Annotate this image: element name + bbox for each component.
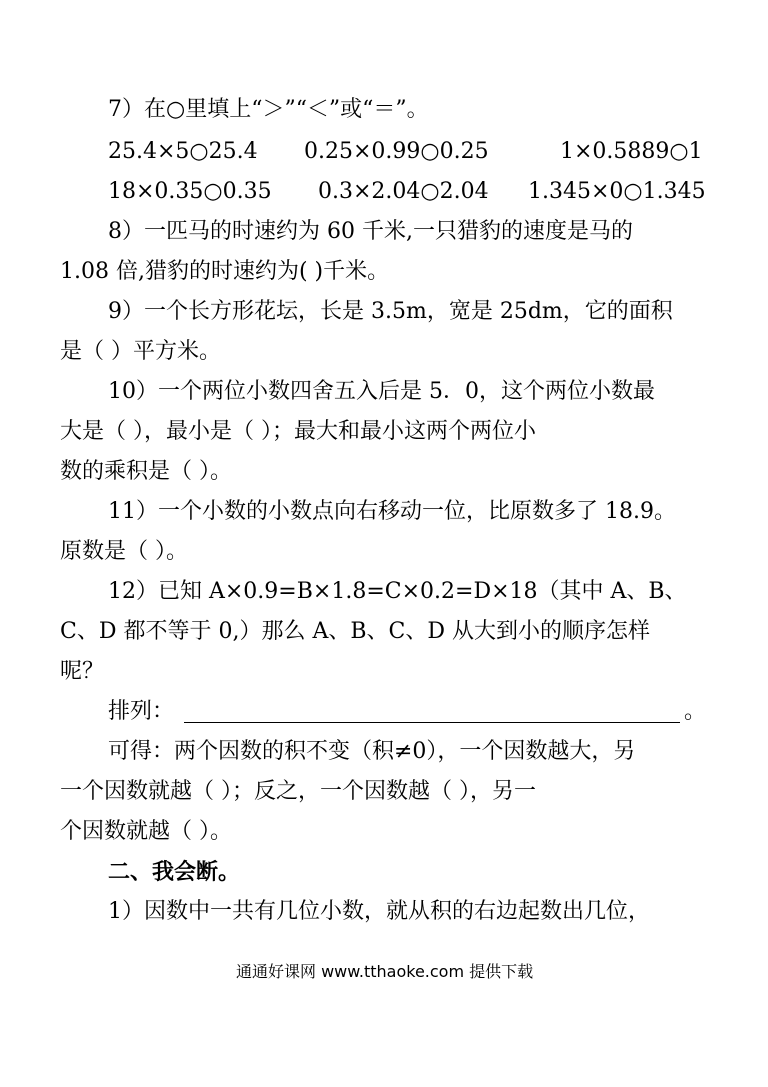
q10-line2: 大是（ ），最小是（ ）；最大和最小这两个两位小	[60, 419, 536, 444]
q10-line1: 10）一个两位小数四舍五入后是 5．0，这个两位小数最	[108, 379, 655, 404]
q12-conclusion-line2: 一个因数就越（ ）；反之，一个因数越（ ），另一	[60, 779, 536, 804]
q12-line2: C、D 都不等于 0,）那么 A、B、C、D 从大到小的顺序怎样	[60, 619, 650, 644]
q11-line1: 11）一个小数的小数点向右移动一位，比原数多了 18.9。	[108, 499, 676, 524]
q12-arrange-end: 。	[684, 699, 707, 724]
q9-line1: 9）一个长方形花坛，长是 3.5m，宽是 25dm，它的面积	[108, 299, 673, 324]
q9-line2: 是（ ）平方米。	[60, 339, 221, 364]
q7-r2-c3: 1.345×0○1.345	[528, 179, 706, 204]
q7-r2-c2: 0.3×2.04○2.04	[318, 179, 489, 204]
q12-arrange-answer-line[interactable]	[184, 698, 680, 723]
q7-r1-c3: 1×0.5889○1	[560, 139, 703, 164]
q8-line2: 1.08 倍,猎豹的时速约为( )千米。	[60, 259, 390, 284]
q7-r1-c2: 0.25×0.99○0.25	[304, 139, 489, 164]
q8-line1: 8）一匹马的时速约为 60 千米,一只猎豹的速度是马的	[108, 219, 633, 244]
q7-r2-c1: 18×0.35○0.35	[108, 179, 272, 204]
q12-conclusion-line3: 个因数就越（ ）。	[60, 819, 232, 844]
q12-arrange-label: 排列：	[108, 699, 175, 724]
q12-line1: 12）已知 A×0.9=B×1.8=C×0.2=D×18（其中 A、B、	[108, 579, 687, 604]
section2-q1-line1: 1）因数中一共有几位小数，就从积的右边起数出几位，	[108, 899, 650, 924]
q10-line3: 数的乘积是（ ）。	[60, 459, 232, 484]
section2-title: 二、我会断。	[108, 859, 241, 885]
q11-line2: 原数是（ ）。	[60, 539, 188, 564]
q12-conclusion-line1: 可得：两个因数的积不变（积≠0），一个因数越大，另	[108, 739, 636, 764]
page-footer: 通通好课网 www.tthaoke.com 提供下载	[236, 962, 534, 981]
q7-r1-c1: 25.4×5○25.4	[108, 139, 258, 164]
q12-line3: 呢？	[60, 659, 105, 684]
q7-title: 7）在○里填上“＞”“＜”或“＝”。	[108, 97, 429, 122]
